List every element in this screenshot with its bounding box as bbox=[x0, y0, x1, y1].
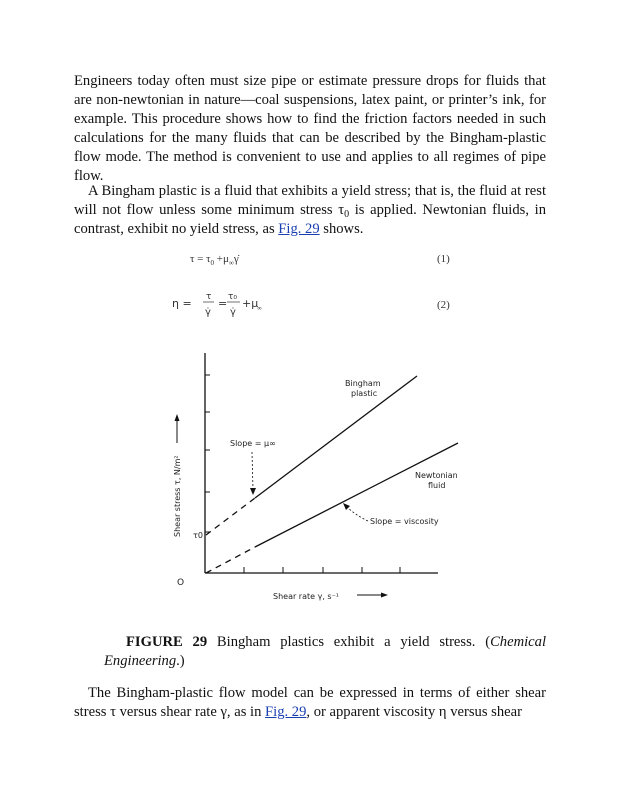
slope-mu-label: Slope = μ∞ bbox=[230, 439, 276, 448]
paragraph-flow-model bbox=[74, 684, 546, 722]
tau-zero-label: τ0 bbox=[193, 531, 203, 540]
y-axis-label-arrowhead bbox=[175, 414, 180, 421]
slope-mu-arrowhead bbox=[250, 488, 256, 495]
x-axis-ticks bbox=[244, 567, 400, 573]
figure-caption bbox=[104, 633, 546, 671]
origin-label: O bbox=[177, 578, 185, 588]
figure-29-graph bbox=[160, 345, 480, 610]
paragraph2-text-1: A Bingham plastic is a fluid that exhibits a yield stress; that is, the fluid at rest will not flow unless some minimum stress τ bbox=[74, 183, 546, 218]
svg-text:=: = bbox=[218, 297, 228, 310]
newtonian-label-1: Newtonian bbox=[415, 471, 458, 480]
paragraph-bingham-definition bbox=[74, 182, 546, 239]
equation-2-number: (2) bbox=[437, 299, 450, 311]
newtonian-label-2: fluid bbox=[428, 481, 446, 490]
paragraph-intro: Engineers today often must size pipe or estimate pressure drops for fluids that are non-newtonian in nature—coal suspensions, latex paint, or printer’s ink, for example. This procedure shows how to find the friction factors needed in such calculations for the many fluids that can be described by the Bingham-plastic flow mode. The method is convenient to use and applies to all regimes of pipe flow. bbox=[74, 73, 546, 184]
svg-text:γ̇: γ̇ bbox=[230, 307, 236, 318]
newtonian-dashed-segment bbox=[206, 547, 255, 573]
equation-1: $\tau = \tau_0$ $+\mu_\infty\gammȧ$ bbox=[190, 253, 239, 267]
newtonian-fluid-line bbox=[255, 443, 458, 547]
x-axis-label-arrowhead bbox=[381, 593, 388, 598]
figure-caption-source: Chemical Engineering bbox=[104, 634, 546, 669]
x-axis-label: Shear rate γ, s⁻¹ bbox=[273, 592, 340, 601]
equation-1-number: (1) bbox=[437, 253, 450, 265]
tau-subscript: 0 bbox=[344, 209, 350, 220]
slope-viscosity-label: Slope = viscosity bbox=[370, 517, 439, 526]
bingham-label-1: Bingham bbox=[345, 379, 381, 388]
equation-2 bbox=[170, 286, 270, 326]
y-axis-label: Shear stress τ, N/m² bbox=[173, 455, 182, 537]
figure-29-link-2[interactable]: Fig. 29 bbox=[265, 704, 307, 720]
slope-viscosity-pointer bbox=[346, 506, 368, 521]
paragraph3-text-2: , or apparent viscosity η versus shear bbox=[306, 704, 522, 720]
svg-text:+μ: +μ bbox=[242, 297, 259, 310]
svg-text:∞: ∞ bbox=[257, 305, 262, 312]
paragraph2-text-3: shows. bbox=[319, 221, 364, 237]
figure-caption-label: FIGURE 29 bbox=[126, 634, 208, 650]
figure-29-link[interactable]: Fig. 29 bbox=[278, 221, 320, 237]
paragraph3-text-1: The Bingham-plastic flow model can be expressed in terms of either shear stress τ versus shear rate γ, as in bbox=[74, 685, 546, 720]
y-axis-ticks bbox=[205, 375, 210, 532]
figure-caption-end: .) bbox=[176, 653, 185, 669]
svg-text:η =: η = bbox=[172, 297, 192, 310]
bingham-plastic-line bbox=[255, 376, 417, 498]
svg-text:τ: τ bbox=[206, 292, 212, 302]
figure-caption-text: Bingham plastics exhibit a yield stress. ( bbox=[207, 634, 491, 650]
slope-mu-pointer bbox=[252, 452, 253, 490]
bingham-label-2: plastic bbox=[351, 389, 378, 398]
svg-text:γ̇: γ̇ bbox=[205, 307, 211, 318]
slope-viscosity-arrowhead bbox=[343, 503, 350, 510]
paragraph2-text-2: is applied. Newtonian fluids, in contrast, exhibit no yield stress, as bbox=[74, 202, 546, 237]
bingham-dashed-segment bbox=[206, 498, 255, 535]
svg-text:τ₀: τ₀ bbox=[228, 292, 238, 302]
